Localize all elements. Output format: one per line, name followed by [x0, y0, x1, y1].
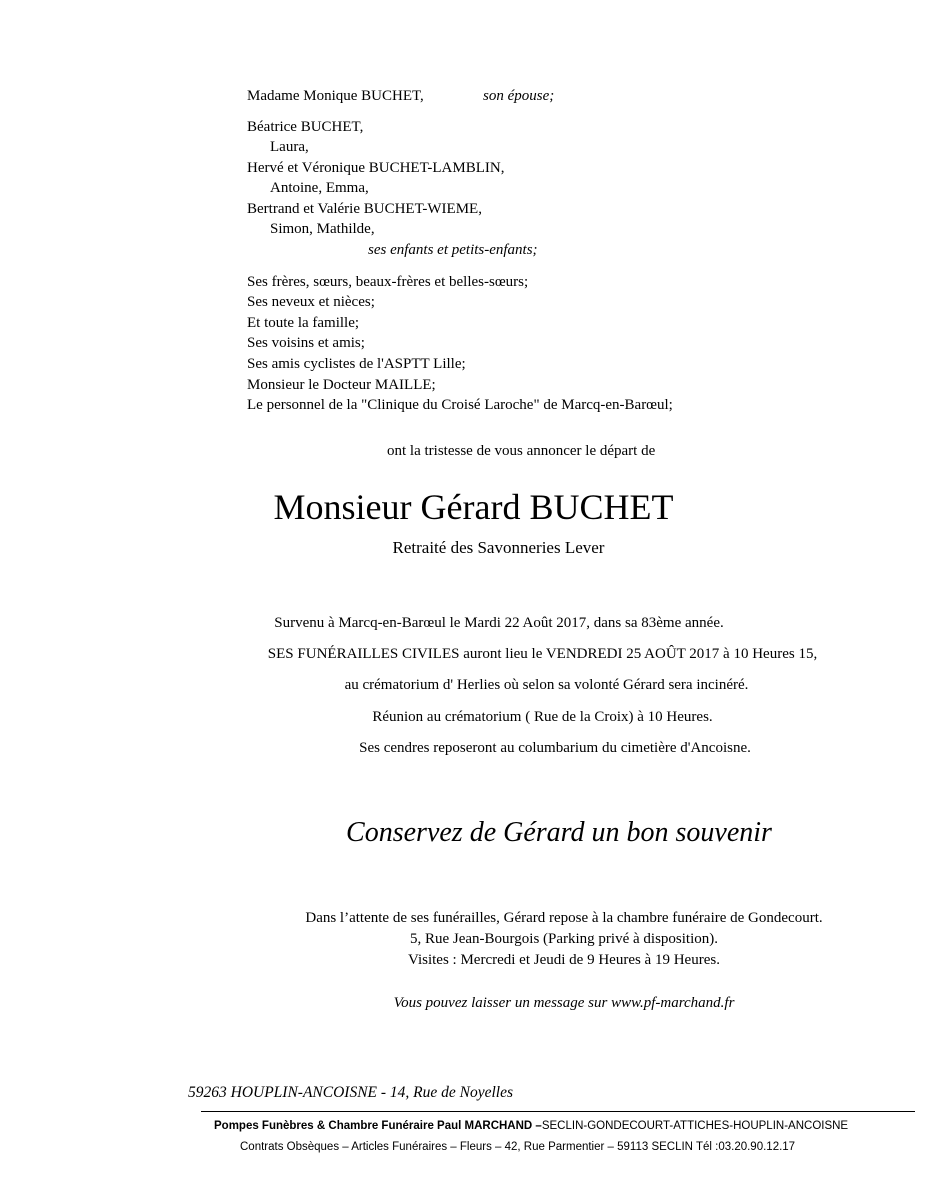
- funeral-home-line: Dans l’attente de ses funérailles, Gérard repose à la chambre funéraire de Gondecourt.: [305, 910, 823, 926]
- child-line: Bertrand et Valérie BUCHET-WIEME,: [247, 201, 482, 217]
- relative-line: Le personnel de la "Clinique du Croisé Laroche" de Marcq-en-Barœul;: [247, 397, 673, 413]
- relative-line: Ses frères, sœurs, beaux-frères et belles-sœurs;: [247, 274, 529, 290]
- spouse-relation: son épouse;: [483, 88, 555, 104]
- grandchild-line: Simon, Mathilde,: [270, 221, 375, 237]
- relative-line: Ses voisins et amis;: [247, 335, 365, 351]
- relative-line: Ses amis cyclistes de l'ASPTT Lille;: [247, 356, 466, 372]
- meeting-details: Réunion au crématorium ( Rue de la Croix) à 10 Heures.: [372, 709, 713, 725]
- relative-line: Et toute la famille;: [247, 315, 360, 331]
- relative-line: Monsieur le Docteur MAILLE;: [247, 377, 436, 393]
- children-relation: ses enfants et petits-enfants;: [368, 242, 538, 258]
- souvenir-heading: Conservez de Gérard un bon souvenir: [346, 817, 772, 848]
- death-details: Survenu à Marcq-en-Barœul le Mardi 22 Août 2017, dans sa 83ème année.: [274, 615, 724, 631]
- footer-company: [214, 1118, 848, 1134]
- crematorium-details: au crématorium d' Herlies où selon sa volonté Gérard sera incinéré.: [344, 677, 749, 693]
- child-line: Béatrice BUCHET,: [247, 119, 364, 135]
- announcement-text: ont la tristesse de vous annoncer le départ de: [387, 443, 656, 459]
- visiting-hours: Visites : Mercredi et Jeudi de 9 Heures à 19 Heures.: [408, 952, 720, 968]
- ashes-details: Ses cendres reposeront au columbarium du cimetière d'Ancoisne.: [359, 740, 751, 756]
- message-link-text: Vous pouvez laisser un message sur www.pf-marchand.fr: [393, 995, 735, 1011]
- footer-contact: Contrats Obsèques – Articles Funéraires – Fleurs – 42, Rue Parmentier – 59113 SECLIN Tél :03.20.90.12.17: [240, 1141, 796, 1153]
- grandchild-line: Antoine, Emma,: [270, 180, 369, 196]
- footer-divider: [201, 1111, 915, 1112]
- footer-company-name: Pompes Funèbres & Chambre Funéraire Paul MARCHAND –: [214, 1120, 542, 1132]
- spouse-name: Madame Monique BUCHET,: [247, 88, 424, 104]
- grandchild-line: Laura,: [270, 139, 309, 155]
- relative-line: Ses neveux et nièces;: [247, 294, 375, 310]
- child-line: Hervé et Véronique BUCHET-LAMBLIN,: [247, 160, 505, 176]
- family-address: 59263 HOUPLIN-ANCOISNE - 14, Rue de Noyelles: [188, 1084, 514, 1101]
- deceased-name: Monsieur Gérard BUCHET: [273, 487, 674, 527]
- funeral-home-address: 5, Rue Jean-Bourgois (Parking privé à disposition).: [409, 931, 719, 947]
- funeral-details: SES FUNÉRAILLES CIVILES auront lieu le VENDREDI 25 AOÛT 2017 à 10 Heures 15,: [267, 646, 818, 662]
- deceased-subtitle: Retraité des Savonneries Lever: [392, 538, 605, 557]
- footer-company-towns: SECLIN-GONDECOURT-ATTICHES-HOUPLIN-ANCOISNE: [541, 1120, 849, 1132]
